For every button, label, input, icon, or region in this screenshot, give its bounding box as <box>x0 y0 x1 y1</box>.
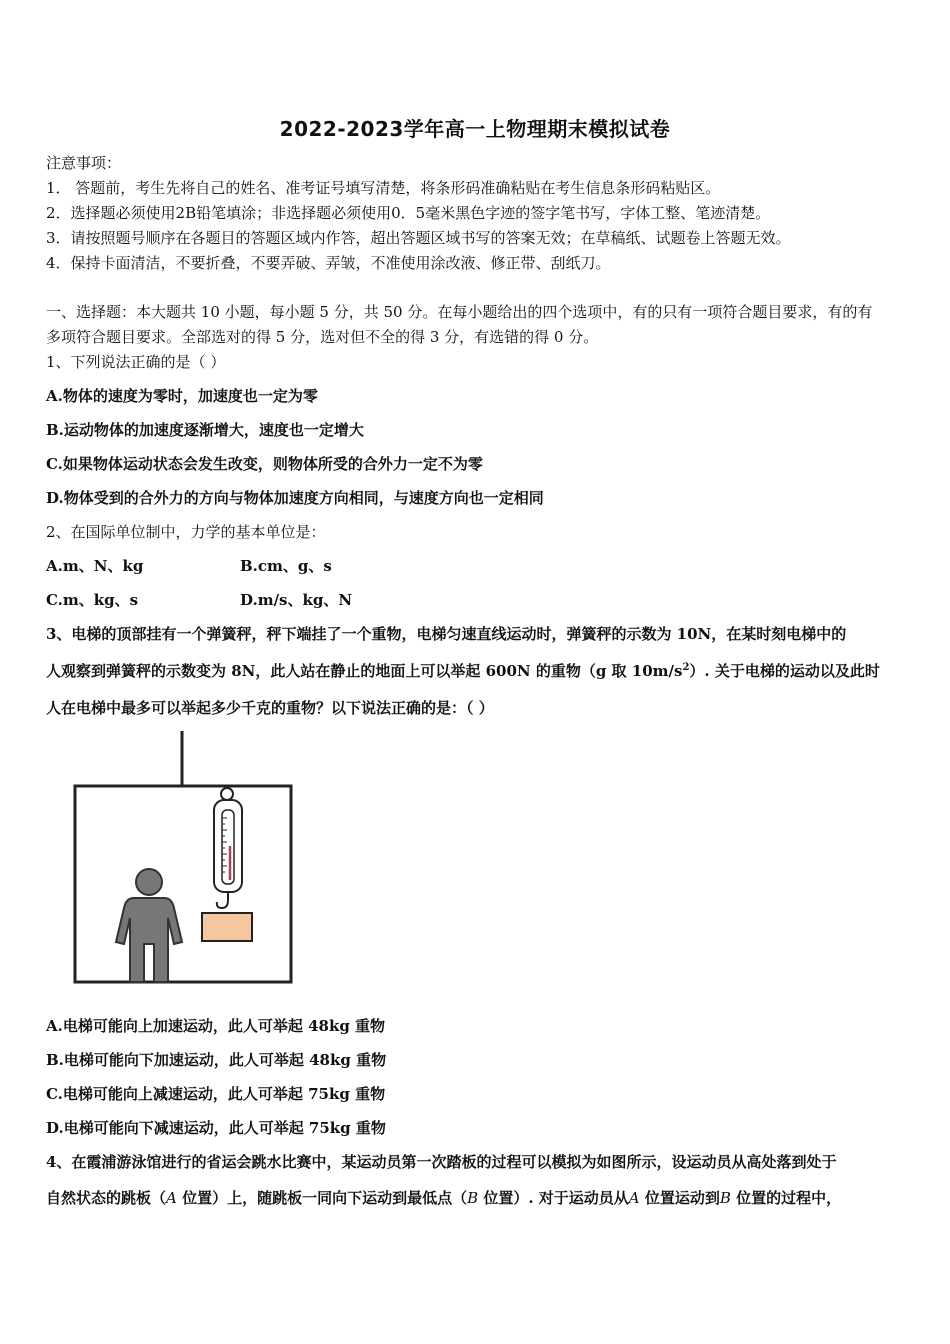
q4-line2-part-a: 自然状态的跳板（ <box>46 1189 167 1207</box>
q2-option-d: D.m/s、kg、N <box>240 591 353 609</box>
notice-item-4: 4．保持卡面清洁，不要折叠，不要弄破、弄皱，不准使用涂改液、修正带、刮纸刀。 <box>46 254 611 272</box>
q2-option-a: A.m、N、kg <box>46 557 144 575</box>
spring-scale-icon <box>214 788 242 908</box>
q4-position-b-2: B <box>719 1189 731 1207</box>
q1-stem: 1、下列说法正确的是（ ） <box>46 353 226 371</box>
q4-position-b: B <box>467 1189 479 1207</box>
notice-heading: 注意事项： <box>46 154 122 172</box>
q1-option-a: A.物体的速度为零时，加速度也一定为零 <box>46 387 318 405</box>
q3-stem-line2-sup: 2 <box>682 662 690 673</box>
q2-option-c: C.m、kg、s <box>46 591 139 609</box>
q4-line2-part-d: 位置运动到 <box>639 1189 720 1207</box>
q4-line2-part-c: 位置）. 对于运动员从 <box>478 1189 629 1207</box>
q1-option-d: D.物体受到的合外力的方向与物体加速度方向相同，与速度方向也一定相同 <box>46 489 544 507</box>
elevator-figure <box>64 728 304 990</box>
q4-line2-part-b: 位置）上，随跳板一同向下运动到最低点（ <box>176 1189 468 1207</box>
q3-option-b: B.电梯可能向下加速运动，此人可举起 48kg 重物 <box>46 1051 387 1069</box>
notice-item-3: 3．请按照题号顺序在各题目的答题区域内作答，超出答题区域书写的答案无效；在草稿纸、试题卷上答题无效。 <box>46 229 791 247</box>
q4-position-a: A <box>166 1189 177 1207</box>
q4-line2-part-e: 位置的过程中， <box>730 1189 842 1207</box>
q3-option-a: A.电梯可能向上加速运动，此人可举起 48kg 重物 <box>46 1017 386 1035</box>
section-instructions-line2: 多项符合题目要求。全部选对的得 5 分，选对但不全的得 3 分，有选错的得 0 分。 <box>46 328 599 346</box>
q1-option-b: B.运动物体的加速度逐渐增大，速度也一定增大 <box>46 421 364 439</box>
q3-stem-line2-pre: 人观察到弹簧秤的示数变为 8N，此人站在静止的地面上可以举起 600N 的重物（g 取 10m/s <box>46 662 683 680</box>
q3-stem-line2 <box>46 660 880 681</box>
q2-stem: 2、在国际单位制中，力学的基本单位是： <box>46 523 326 541</box>
weight-box <box>202 913 252 941</box>
notice-item-1: 1． 答题前，考生先将自己的姓名、准考证号填写清楚，将条形码准确粘贴在考生信息条形码粘贴区。 <box>46 179 721 197</box>
notice-item-2: 2．选择题必须使用2B铅笔填涂；非选择题必须使用0．5毫米黑色字迹的签字笔书写，字体工整、笔迹清楚。 <box>46 204 771 222</box>
q4-position-a-2: A <box>628 1189 640 1207</box>
q4-stem-line2 <box>46 1187 841 1208</box>
q1-option-c: C.如果物体运动状态会发生改变，则物体所受的合外力一定不为零 <box>46 455 483 473</box>
q3-option-d: D.电梯可能向下减速运动，此人可举起 75kg 重物 <box>46 1119 386 1137</box>
page-title: 2022-2023学年高一上物理期末模拟试卷 <box>279 117 671 141</box>
q3-stem-line2-post: ）. 关于电梯的运动以及此时 <box>689 662 880 680</box>
q2-option-b: B.cm、g、s <box>240 557 332 575</box>
q4-stem-line1: 4、在霞浦游泳馆进行的省运会跳水比赛中，某运动员第一次踏板的过程可以模拟为如图所示，设运动员从高处落到处于 <box>46 1153 837 1171</box>
q3-option-c: C.电梯可能向上减速运动，此人可举起 75kg 重物 <box>46 1085 386 1103</box>
person-icon <box>116 869 182 982</box>
section-instructions-line1: 一、选择题：本大题共 10 小题，每小题 5 分，共 50 分。在每小题给出的四个选项中，有的只有一项符合题目要求，有的有 <box>46 303 873 321</box>
elevator-car <box>75 786 291 982</box>
q3-stem-line1: 3、电梯的顶部挂有一个弹簧秤，秤下端挂了一个重物，电梯匀速直线运动时，弹簧秤的示数为 10N，在某时刻电梯中的 <box>46 625 847 643</box>
q3-stem-line3: 人在电梯中最多可以举起多少千克的重物？以下说法正确的是：（ ） <box>46 699 494 717</box>
